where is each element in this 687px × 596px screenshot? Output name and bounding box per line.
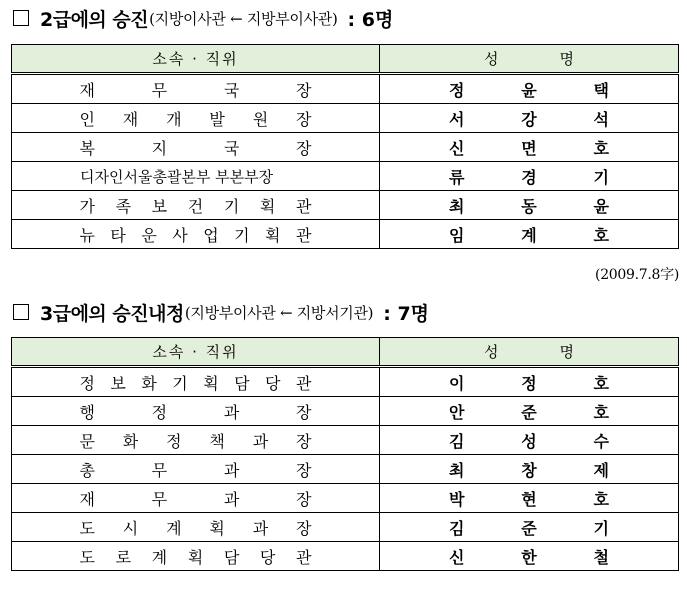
dept-position-cell: 디자인서울총괄본부 부본부장 [12, 162, 380, 191]
date-note: (2009.7.8字) [595, 267, 679, 283]
dept-position-cell: 가 족 보 건 기 획 관 [12, 191, 380, 220]
header-dept: 소속 · 직위 [12, 45, 380, 74]
table-row [12, 191, 679, 220]
person-name-cell: 신 면 호 [380, 133, 679, 162]
section2-title: 3급에의 승진내정 [40, 302, 184, 325]
section1-count: : 6명 [347, 8, 394, 31]
dept-position-cell: 행 정 과 장 [12, 397, 380, 426]
section1-heading [13, 4, 393, 32]
person-name-cell: 신 한 철 [380, 542, 679, 571]
header-name: 성 명 [380, 45, 679, 74]
checkbox-square-icon [13, 10, 29, 26]
section1-subtitle: (지방이사관 ← 지방부이사관) [149, 9, 338, 28]
dept-position-cell: 문 화 정 책 과 장 [12, 426, 380, 455]
person-name-cell: 임 계 호 [380, 220, 679, 249]
table-row [12, 162, 679, 191]
section2-heading [13, 298, 429, 326]
table-row [12, 513, 679, 542]
section1-body [12, 74, 679, 249]
dept-position-cell: 재 무 국 장 [12, 74, 380, 104]
table-row [12, 367, 679, 397]
header-dept: 소속 · 직위 [12, 338, 380, 367]
section2-count: : 7명 [383, 302, 430, 325]
dept-position-cell: 도 시 계 획 과 장 [12, 513, 380, 542]
table-header-row [12, 45, 679, 74]
person-name-cell: 서 강 석 [380, 104, 679, 133]
dept-position-cell: 뉴 타 운 사 업 기 획 관 [12, 220, 380, 249]
section1-table [11, 44, 679, 249]
dept-position-cell: 복 지 국 장 [12, 133, 380, 162]
dept-position-cell: 인 재 개 발 원 장 [12, 104, 380, 133]
person-name-cell: 박 현 호 [380, 484, 679, 513]
dept-position-cell: 도 로 계 획 담 당 관 [12, 542, 380, 571]
table-row [12, 104, 679, 133]
table-row [12, 542, 679, 571]
person-name-cell: 류 경 기 [380, 162, 679, 191]
table-header-row [12, 338, 679, 367]
person-name-cell: 최 동 윤 [380, 191, 679, 220]
dept-position-cell: 정 보 화 기 획 담 당 관 [12, 367, 380, 397]
table-row [12, 220, 679, 249]
section2-body [12, 367, 679, 571]
person-name-cell: 최 창 제 [380, 455, 679, 484]
section2-table [11, 337, 679, 571]
section1-title: 2급에의 승진 [40, 8, 149, 31]
header-name: 성 명 [380, 338, 679, 367]
dept-position-cell: 총 무 과 장 [12, 455, 380, 484]
checkbox-square-icon [13, 304, 29, 320]
table-row [12, 484, 679, 513]
person-name-cell: 김 준 기 [380, 513, 679, 542]
table-row [12, 426, 679, 455]
table-row [12, 74, 679, 104]
person-name-cell: 김 성 수 [380, 426, 679, 455]
table-row [12, 455, 679, 484]
dept-position-cell: 재 무 과 장 [12, 484, 380, 513]
table-row [12, 133, 679, 162]
person-name-cell: 안 준 호 [380, 397, 679, 426]
table-row [12, 397, 679, 426]
section2-subtitle: (지방부이사관 ← 지방서기관) [184, 303, 374, 322]
person-name-cell: 정 윤 택 [380, 74, 679, 104]
person-name-cell: 이 정 호 [380, 367, 679, 397]
